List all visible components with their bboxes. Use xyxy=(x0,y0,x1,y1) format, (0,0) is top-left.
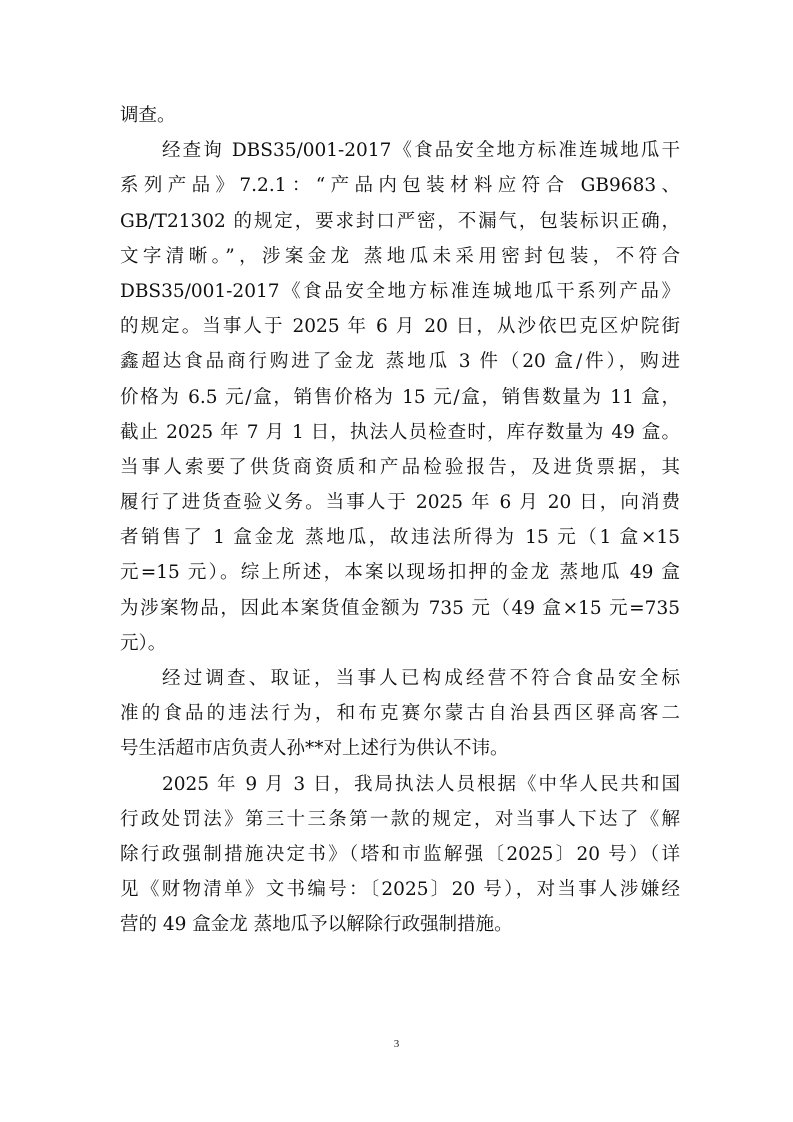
text-line: 的规定。当事人于 2025 年 6 月 20 日，从沙依巴克区炉院街 xyxy=(120,316,680,338)
text-line: 者销售了 1 盒金龙 蒸地瓜，故违法所得为 15 元（1 盒×15 xyxy=(120,527,680,549)
text-line: 元）。 xyxy=(120,632,167,654)
text-line: 除行政强制措施决定书》（塔和市监解强〔2025〕20 号）（详 xyxy=(120,843,680,865)
paragraph-start-line: 经查询 DBS35/001-2017《食品安全地方标准连城地瓜干 xyxy=(162,140,680,162)
paragraph-start-line: 经过调查、取证，当事人已构成经营不符合食品安全标 xyxy=(162,668,680,689)
text-line: 截止 2025 年 7 月 1 日，执法人员检查时，库存数量为 49 盒。 xyxy=(120,421,680,443)
text-line: 文字清晰。”，涉案金龙 蒸地瓜未采用密封包装，不符合 xyxy=(120,245,680,267)
page-number: 3 xyxy=(393,1038,400,1050)
text-line: 系列产品》7.2.1：“产品内包装材料应符合 GB9683、 xyxy=(120,175,680,197)
text-line: 行政处罚法》第三十三条第一款的规定，对当事人下达了《解 xyxy=(120,808,680,830)
text-line: 见《财物清单》文书编号：〔2025〕20 号），对当事人涉嫌经 xyxy=(120,879,680,901)
text-line: 号生活超市店负责人孙**对上述行为供认不讳。 xyxy=(120,738,509,760)
text-line: 营的 49 盒金龙 蒸地瓜予以解除行政强制措施。 xyxy=(120,914,513,936)
paragraph-start-line: 2025 年 9 月 3 日，我局执法人员根据《中华人民共和国 xyxy=(162,773,680,795)
text-line: 为涉案物品，因此本案货值金额为 735 元（49 盒×15 元=735 xyxy=(120,597,680,619)
text-line: 调查。 xyxy=(120,105,176,126)
text-line: 准的食品的违法行为，和布克赛尔蒙古自治县西区驿高客二 xyxy=(120,703,680,725)
text-line: 鑫超达食品商行购进了金龙 蒸地瓜 3 件（20 盒/件），购进 xyxy=(120,351,680,373)
text-line: GB/T21302 的规定，要求封口严密，不漏气，包装标识正确， xyxy=(120,210,680,232)
text-line: 价格为 6.5 元/盒，销售价格为 15 元/盒，销售数量为 11 盒， xyxy=(120,386,680,408)
text-line: 履行了进货查验义务。当事人于 2025 年 6 月 20 日，向消费 xyxy=(120,492,680,514)
text-line: 元=15 元）。综上所述，本案以现场扣押的金龙 蒸地瓜 49 盒 xyxy=(120,562,680,584)
text-line: 当事人索要了供货商资质和产品检验报告，及进货票据，其 xyxy=(120,456,680,478)
body-text xyxy=(120,98,680,943)
text-line: DBS35/001-2017《食品安全地方标准连城地瓜干系列产品》 xyxy=(120,280,680,302)
